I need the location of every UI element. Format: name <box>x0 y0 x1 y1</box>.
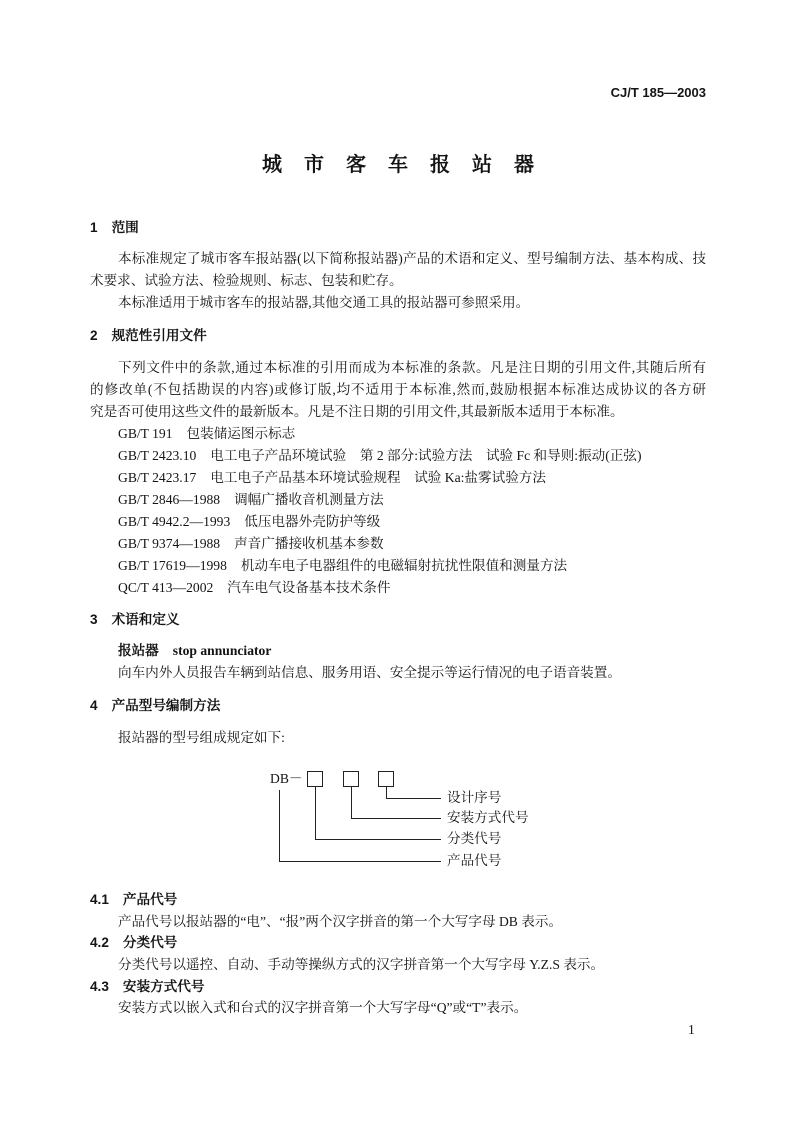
subsection-number: 4.1 <box>90 892 109 907</box>
reference-code: GB/T 9374—1988 <box>118 536 221 551</box>
reference-code: QC/T 413—2002 <box>118 580 214 595</box>
paragraph-line: 术要求、试验方法、检验规则、标志、包装和贮存。 <box>90 273 403 288</box>
term-chinese: 报站器 <box>118 643 159 658</box>
reference-code: GB/T 191 <box>118 426 173 441</box>
installation-leader-line <box>352 787 442 819</box>
label-product-code: 产品代号 <box>447 853 502 868</box>
page-number: 1 <box>688 1022 695 1037</box>
category-code-box <box>308 772 323 787</box>
reference-code: GB/T 4942.2—1993 <box>118 514 231 529</box>
reference-title: 包装储运图示标志 <box>186 426 296 441</box>
section-number: 1 <box>90 220 98 235</box>
reference-code: GB/T 2423.17 <box>118 470 197 485</box>
reference-entry <box>118 489 706 511</box>
reference-title: 电工电子产品环境试验 第 2 部分:试验方法 试验 Fc 和导则:振动(正弦) <box>210 448 642 463</box>
product-leader-line <box>280 790 442 862</box>
reference-title: 低压电器外壳防护等级 <box>244 514 381 529</box>
section-4-heading <box>90 695 220 717</box>
reference-entry <box>118 445 706 467</box>
category-leader-line <box>316 787 442 840</box>
reference-title: 机动车电子电器组件的电磁辐射抗扰性限值和测量方法 <box>240 558 568 573</box>
section-title: 规范性引用文件 <box>111 328 207 343</box>
paragraph-line: 本标准适用于城市客车的报站器,其他交通工具的报站器可参照采用。 <box>118 295 530 310</box>
section-3-heading <box>90 609 180 631</box>
paragraph-line: 的修改单(不包括勘误的内容)或修订版,均不适用于本标准,然而,鼓励根据本标准达成协议的各方研 <box>90 382 706 397</box>
reference-entry <box>118 423 706 445</box>
scope-paragraph-2 <box>90 292 706 314</box>
model-code-diagram <box>260 760 550 872</box>
document-title: 城市客车报站器 <box>262 154 534 176</box>
paragraph-line: 分类代号以遥控、自动、手动等操纵方式的汉字拼音第一个大写字母 Y.Z.S 表示。 <box>118 957 605 972</box>
subsection-title: 安装方式代号 <box>122 979 205 994</box>
reference-entry <box>118 555 706 577</box>
reference-title: 调幅广播收音机测量方法 <box>234 492 384 507</box>
subsection-4-2-text <box>90 954 706 976</box>
reference-code: GB/T 2423.10 <box>118 448 197 463</box>
design-serial-box <box>379 772 394 787</box>
product-code-prefix: DB－ <box>270 771 303 786</box>
term-definition <box>90 662 706 684</box>
reference-entry <box>118 577 706 599</box>
references-intro-paragraph <box>90 357 706 423</box>
paragraph-line: 向车内外人员报告车辆到站信息、服务用语、安全提示等运行情况的电子语音装置。 <box>118 665 621 680</box>
paragraph-line: 下列文件中的条款,通过本标准的引用而成为本标准的条款。凡是注日期的引用文件,其随后所有 <box>118 360 706 375</box>
reference-entry <box>118 533 706 555</box>
section-title: 产品型号编制方法 <box>111 698 221 713</box>
label-installation-code: 安装方式代号 <box>447 810 529 825</box>
subsection-4-3-heading <box>90 976 204 998</box>
section-number: 3 <box>90 612 98 627</box>
label-category-code: 分类代号 <box>447 831 502 846</box>
section-title: 范围 <box>111 220 139 235</box>
paragraph-line: 报站器的型号组成规定如下: <box>118 730 285 745</box>
reference-list <box>118 423 706 599</box>
subsection-title: 产品代号 <box>122 892 178 907</box>
subsection-number: 4.3 <box>90 979 109 994</box>
subsection-title: 分类代号 <box>122 935 178 950</box>
paragraph-line: 本标准规定了城市客车报站器(以下简称报站器)产品的术语和定义、型号编制方法、基本构成、技 <box>118 251 706 266</box>
section-number: 4 <box>90 698 98 713</box>
subsection-4-2-heading <box>90 932 177 954</box>
section-number: 2 <box>90 328 98 343</box>
subsection-4-1-heading <box>90 889 177 911</box>
reference-title: 声音广播接收机基本参数 <box>234 536 384 551</box>
section-1-heading <box>90 217 139 239</box>
model-intro-paragraph <box>90 727 706 749</box>
reference-entry <box>118 511 706 533</box>
reference-code: GB/T 2846—1988 <box>118 492 221 507</box>
label-design-serial: 设计序号 <box>447 790 502 805</box>
standard-code-header: CJ/T 185—2003 <box>610 85 706 100</box>
reference-code: GB/T 17619—1998 <box>118 558 227 573</box>
paragraph-line: 究是否可使用这些文件的最新版本。凡是不注日期的引用文件,其最新版本适用于本标准。 <box>90 404 624 419</box>
term-english: stop annunciator <box>172 643 272 658</box>
subsection-4-1-text <box>90 911 706 933</box>
reference-title: 电工电子产品基本环境试验规程 试验 Ka:盐雾试验方法 <box>210 470 546 485</box>
reference-entry <box>118 467 706 489</box>
paragraph-line: 产品代号以报站器的“电”、“报”两个汉字拼音的第一个大写字母 DB 表示。 <box>118 914 563 929</box>
section-title: 术语和定义 <box>111 612 180 627</box>
paragraph-line: 安装方式以嵌入式和台式的汉字拼音第一个大写字母“Q”或“T”表示。 <box>118 1000 528 1015</box>
subsection-number: 4.2 <box>90 935 109 950</box>
term-entry <box>118 640 271 662</box>
subsection-4-3-text <box>90 997 706 1019</box>
serial-leader-line <box>387 787 442 799</box>
reference-title: 汽车电气设备基本技术条件 <box>227 580 391 595</box>
scope-paragraph-1 <box>90 248 706 292</box>
installation-code-box <box>344 772 359 787</box>
section-2-heading <box>90 325 207 347</box>
